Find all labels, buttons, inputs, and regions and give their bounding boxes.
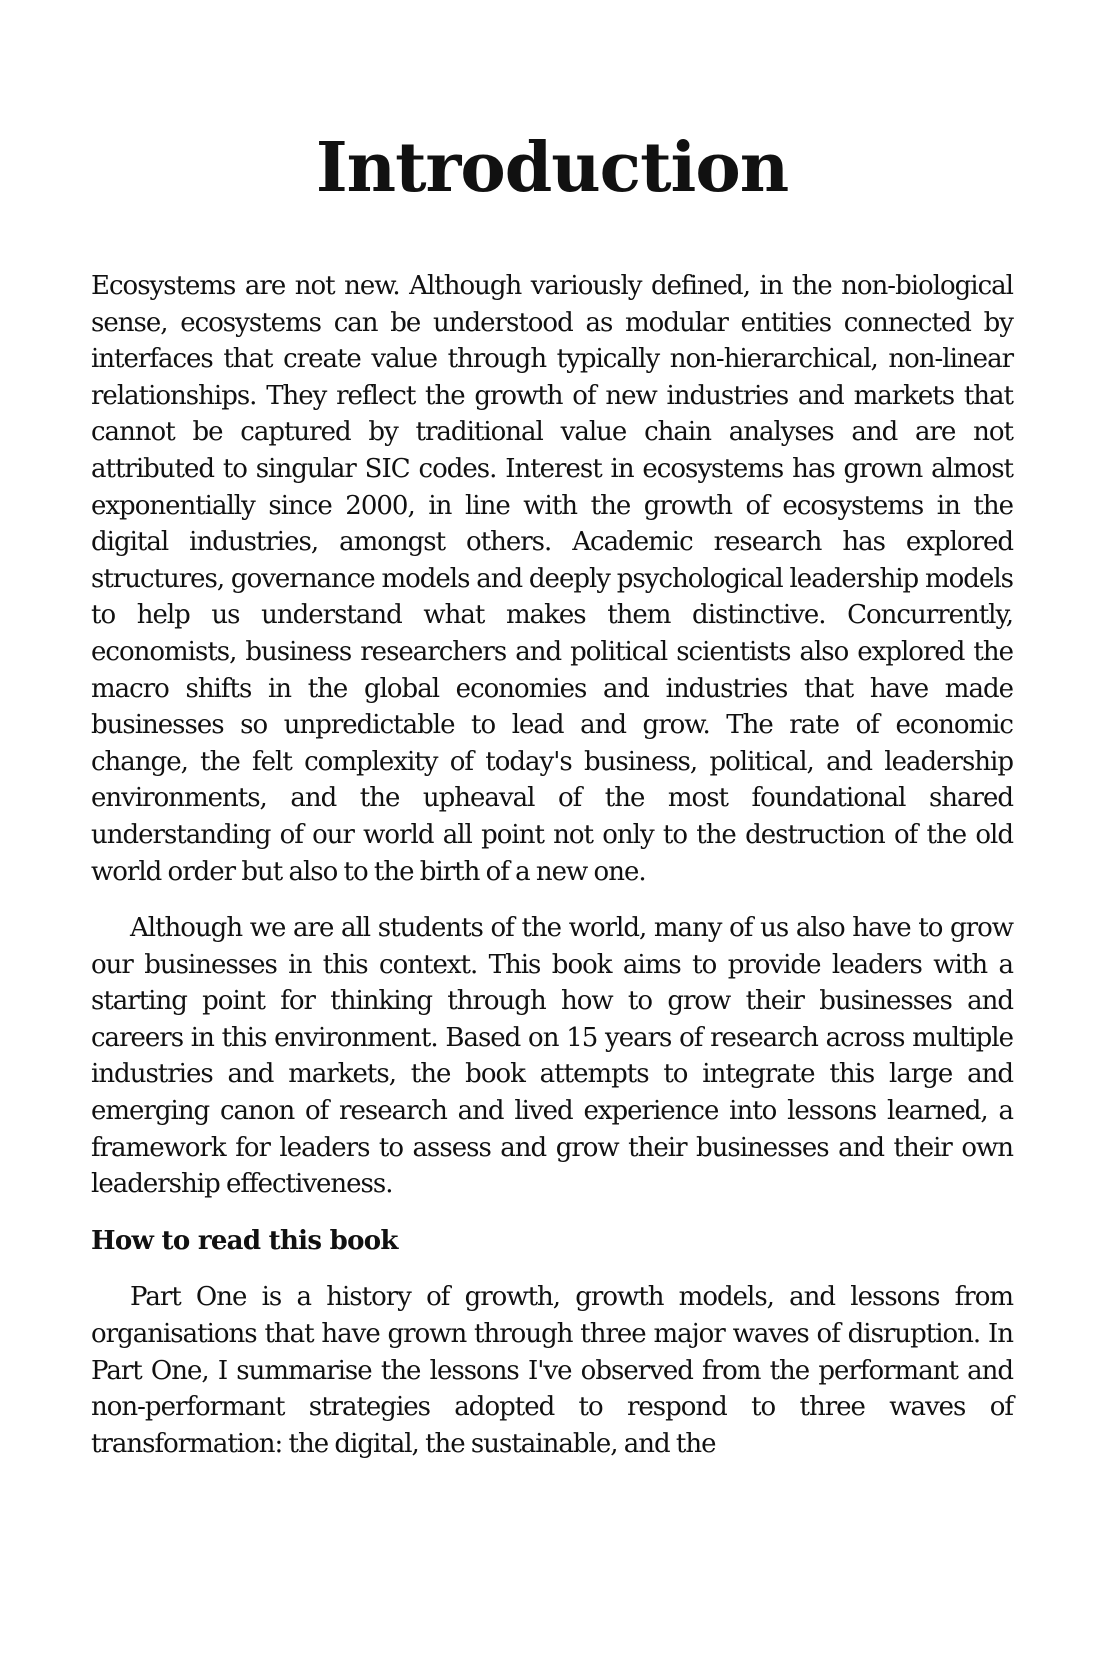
body-text [91,268,1013,1462]
paragraph-ecosystems: Ecosystems are not new. Although variously defined, in the non-biological sense, ecosystems can be understood as modular entities connected by interfaces that create value through typically non-hierarchical, non-linear relationships. They reflect the growth of new industries and markets that cannot be captured by traditional value chain analyses and are not attributed to singular SIC codes. Interest in ecosystems has grown almost exponentially since 2000, in line with the growth of ecosystems in the digital industries, amongst others. Academic research has explored structures, governance models and deeply psychological leadership models to help us understand what makes them distinctive. Concurrently, economists, business researchers and political scientists also explored the macro shifts in the global economies and industries that have made businesses so unpredictable to lead and grow. The rate of economic change, the felt complexity of today's business, political, and leadership environments, and the upheaval of the most foundational shared understanding of our world all point not only to the destruction of the old world order but also to the birth of a new one. [91,271,1013,887]
paragraph-part-one: Part One is a history of growth, growth models, and lessons from organisations that have grown through three major waves of disruption. In Part One, I summarise the lessons I've observed from the performant and non-performant strategies adopted to respond to three waves of transformation: the digital, the sustainable, and the [91,1282,1013,1459]
document-page [91,0,1013,1462]
section-heading-how-to-read: How to read this book [91,1225,398,1256]
page-title: Introduction [315,128,789,208]
paragraph-students: Although we are all students of the world, many of us also have to grow our businesses in this context. This book aims to provide leaders with a starting point for thinking through how to grow their businesses and careers in this environment. Based on 15 years of research across multiple industries and markets, the book attempts to integrate this large and emerging canon of research and lived experience into lessons learned, a framework for leaders to assess and grow their businesses and their own leadership effectiveness. [91,913,1013,1200]
